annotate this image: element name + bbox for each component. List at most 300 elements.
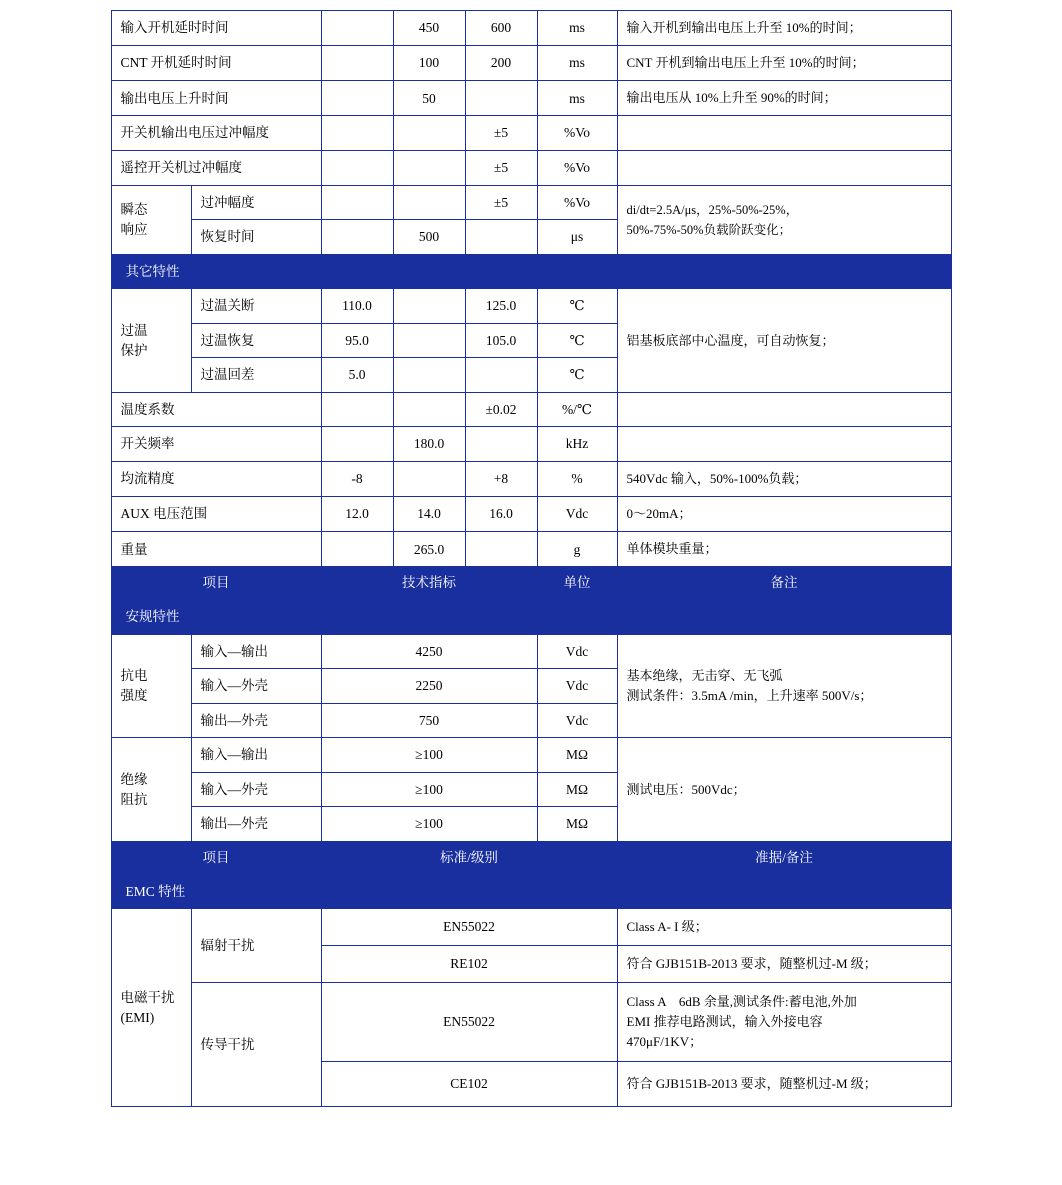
table-row [111,983,951,1062]
table-row [111,427,951,462]
row-label: 重量 [120,541,148,557]
row-min-cell [321,185,393,220]
row-label: 过温关断 [200,298,255,314]
row-min-cell [321,323,393,358]
row-min [322,161,393,175]
row-value-cell [321,772,537,807]
row-typ-cell [393,358,465,393]
row-value-cell [321,807,537,842]
row-unit-cell [537,392,617,427]
row-label-cell [191,185,321,220]
row-min-cell [321,427,393,462]
row-min: 110.0 [342,298,372,314]
row-unit: μs [570,229,584,245]
row-note-cell [617,289,951,393]
row-min: 95.0 [345,332,369,348]
row-min-cell [321,81,393,116]
row-unit: ms [569,55,585,71]
row-unit-cell [537,497,617,532]
row-typ [394,126,465,140]
row-note: 0～20mA； [626,506,692,522]
row-note [618,193,951,247]
table-row [111,81,951,116]
row-max: ±5 [493,125,509,141]
row-typ [394,472,465,486]
row-note: Class A- I 级； [626,919,708,935]
row-standard: RE102 [450,956,488,972]
row-label-cell [111,462,321,497]
row-unit: %Vo [563,194,590,210]
row-min-cell [321,532,393,567]
row-label-cell [191,323,321,358]
row-label: CNT 开机延时时间 [120,55,232,71]
row-min [322,195,393,209]
row-max-cell [465,462,537,497]
row-max: 16.0 [489,506,513,522]
row-standard-cell [321,946,617,983]
row-value-cell [321,634,537,669]
row-typ-cell [393,150,465,185]
table-row [111,11,951,46]
note-line-3: 470μF/1KV； [626,1034,703,1050]
row-max-cell [465,81,537,116]
row-unit: Vdc [565,678,589,694]
row-value-cell [321,669,537,704]
row-value: 4250 [415,643,443,659]
row-min-cell [321,46,393,81]
row-unit-cell [537,46,617,81]
row-note-cell [617,909,951,946]
row-min-cell [321,358,393,393]
row-note-cell [617,634,951,738]
row-unit-cell [537,323,617,358]
row-note [618,659,951,713]
row-max-cell [465,323,537,358]
row-max-cell [465,116,537,151]
row-min: 5.0 [348,367,366,383]
row-max [466,542,537,556]
column-header-remark-cell [617,567,951,600]
section-header-safety [111,600,951,635]
table-row [111,289,951,324]
row-value: ≥100 [415,781,443,797]
group-label-cell-dielectric [111,634,191,738]
row-unit-cell [537,185,617,220]
row-note [618,437,951,451]
row-unit: g [573,541,581,557]
row-max-cell [465,392,537,427]
group-label-line1: 瞬态 [120,202,148,218]
row-label-cell [191,669,321,704]
row-label-cell [111,497,321,532]
row-typ-cell [393,220,465,255]
row-standard: CE102 [450,1076,488,1092]
row-min-cell [321,289,393,324]
row-unit: %Vo [563,159,590,175]
row-max-cell [465,220,537,255]
row-label-cell [191,703,321,738]
row-typ [394,403,465,417]
row-typ-cell [393,323,465,358]
column-header-standard: 标准/级别 [440,849,498,865]
row-typ-cell [393,116,465,151]
row-max: 125.0 [485,298,517,314]
row-label: 输入开机延时时间 [120,20,229,36]
row-label-cell-conducted [191,983,321,1107]
group-label [112,314,191,367]
row-value: 2250 [415,678,443,694]
row-min-cell [321,392,393,427]
row-max-cell [465,150,537,185]
row-unit-cell [537,807,617,842]
table-row [111,150,951,185]
row-label-cell [191,807,321,842]
row-standard: EN55022 [443,1014,495,1030]
row-typ: 450 [418,20,440,36]
group-label-line1: 绝缘 [120,772,148,788]
row-value: 750 [418,712,440,728]
row-label-cell [191,634,321,669]
column-header-row-2 [111,841,951,874]
row-typ-cell [393,462,465,497]
row-note [618,126,951,140]
row-label: 温度系数 [120,401,175,417]
column-header-item-cell [111,567,321,600]
row-value-cell [321,703,537,738]
row-note-cell [617,738,951,842]
group-label-cell-emi [111,909,191,1107]
row-label: 输入—输出 [200,747,268,763]
row-note: 输出电压从 10%上升至 90%的时间； [626,90,837,106]
row-typ-cell [393,497,465,532]
group-label-line2: 响应 [120,221,148,237]
group-label [112,659,191,712]
row-max: ±5 [493,194,509,210]
row-note: 符合 GJB151B-2013 要求，随整机过-M 级； [626,956,877,972]
row-unit: Vdc [565,643,589,659]
row-label: 均流精度 [120,471,175,487]
row-label-cell [191,772,321,807]
row-min-cell [321,116,393,151]
row-typ-cell [393,289,465,324]
note-line-1: di/dt=2.5A/μs，25%-50%-25%， [626,202,799,217]
row-unit: MΩ [565,747,589,763]
row-note-cell [617,946,951,983]
row-max [466,368,537,382]
row-typ [394,334,465,348]
row-label-cell [111,532,321,567]
column-header-item-cell [111,841,321,874]
row-value: ≥100 [415,816,443,832]
row-typ [394,161,465,175]
group-label-line2: 强度 [120,687,148,703]
row-max-cell [465,358,537,393]
row-note: 输入开机到输出电压上升至 10%的时间； [626,20,862,35]
row-note-cell [617,462,951,497]
table-row [111,46,951,81]
row-typ: 100 [418,55,440,71]
group-label-cell-insulation [111,738,191,842]
row-note-cell [617,150,951,185]
row-note-cell [617,11,951,46]
row-typ-cell [393,185,465,220]
row-min [322,230,393,244]
row-typ: 50 [422,90,436,106]
row-max: +8 [493,471,509,487]
group-label-line2: 阻抗 [120,791,148,807]
row-label: 开关机输出电压过冲幅度 [120,125,269,141]
column-header-standard-cell [321,841,617,874]
group-label-cell-transient [111,185,191,254]
row-label: 恢复时间 [200,229,255,245]
row-min [322,437,393,451]
row-unit-cell [537,289,617,324]
row-note [618,161,951,175]
row-label-cell [111,116,321,151]
row-typ: 500 [418,229,440,245]
row-label: 输入—输出 [200,643,268,659]
row-min-cell [321,497,393,532]
table-row [111,185,951,220]
table-row [111,909,951,946]
group-label-line1: 抗电 [120,668,148,684]
row-min [322,21,393,35]
row-typ-cell [393,81,465,116]
row-unit: ms [569,90,585,106]
row-unit: MΩ [565,816,589,832]
row-value-cell [321,738,537,773]
group-label-line2: (EMI) [120,1009,155,1025]
row-max [466,91,537,105]
note-line-1: 基本绝缘，无击穿、无飞弧 [626,667,783,683]
row-unit-cell [537,358,617,393]
row-min [322,56,393,70]
row-unit-cell [537,11,617,46]
section-title: 其它特性 [125,263,180,279]
row-label-cell [111,11,321,46]
row-note-cell [617,185,951,254]
row-min: 12.0 [345,506,369,522]
row-label-cell-radiated [191,909,321,983]
row-typ [394,195,465,209]
row-max-cell [465,46,537,81]
row-max: 105.0 [485,332,517,348]
row-note [618,403,951,417]
row-typ-cell [393,392,465,427]
row-typ-cell [393,532,465,567]
row-typ-cell [393,46,465,81]
column-header-spec: 技术指标 [402,575,456,591]
column-header-item: 项目 [202,575,230,591]
group-label [112,763,191,816]
note-line-1: Class A 6dB 余量,测试条件:蓄电池,外加 [626,993,857,1009]
row-standard-cell [321,1062,617,1107]
row-label: 过冲幅度 [200,194,255,210]
table-row [111,497,951,532]
column-header-item: 项目 [202,849,230,865]
group-label [112,193,191,246]
row-note-cell [617,392,951,427]
column-header-spec-cell [321,567,537,600]
row-max-cell [465,289,537,324]
group-label [112,981,191,1034]
row-min-cell [321,220,393,255]
row-note [618,985,951,1059]
row-note-cell [617,497,951,532]
row-unit-cell [537,669,617,704]
row-label-cell [111,81,321,116]
row-unit: ℃ [569,367,585,383]
row-label: 遥控开关机过冲幅度 [120,159,242,175]
row-note: 测试电压：500Vdc； [626,781,746,797]
row-min [322,542,393,556]
row-unit-cell [537,634,617,669]
row-min-cell [321,462,393,497]
group-label-cell-otp [111,289,191,393]
table-row [111,634,951,669]
row-unit-cell [537,703,617,738]
row-typ: 14.0 [417,506,441,522]
row-unit: kHz [565,436,589,452]
row-value: ≥100 [415,747,443,763]
row-typ [394,368,465,382]
section-header-other-characteristics [111,254,951,289]
row-note-cell [617,81,951,116]
row-label: 输出—外壳 [200,712,268,728]
row-label-cell [191,220,321,255]
row-max-cell [465,532,537,567]
row-unit-cell [537,738,617,773]
row-note: 540Vdc 输入，50%-100%负载； [626,471,808,487]
row-max-cell [465,185,537,220]
table-row [111,738,951,773]
section-title: EMC 特性 [125,883,186,899]
row-unit: ℃ [569,298,585,314]
row-unit-cell [537,220,617,255]
row-note-cell [617,427,951,462]
row-unit: %/℃ [561,401,593,417]
row-max: 600 [490,20,512,36]
row-label: 过温回差 [200,367,255,383]
row-unit: % [571,471,583,487]
row-label: 辐射干扰 [200,937,255,953]
row-min-cell [321,11,393,46]
row-label: 过温恢复 [200,332,255,348]
row-max [466,230,537,244]
row-min [322,126,393,140]
note-line-2: 测试条件：3.5mA /min，上升速率 500V/s； [626,687,873,703]
row-label: 输出—外壳 [200,816,268,832]
row-label-cell [191,358,321,393]
row-typ-cell [393,427,465,462]
row-max-cell [465,497,537,532]
section-header-cell [111,874,951,909]
row-max [466,437,537,451]
row-note-cell [617,983,951,1062]
row-max-cell [465,427,537,462]
row-label: 输入—外壳 [200,781,268,797]
row-unit: ℃ [569,332,585,348]
row-typ-cell [393,11,465,46]
column-header-remark: 备注 [770,575,798,591]
row-unit-cell [537,150,617,185]
row-unit-cell [537,532,617,567]
row-note: 铝基板底部中心温度，可自动恢复； [626,332,835,348]
column-header-unit-cell [537,567,617,600]
row-standard: EN55022 [443,919,495,935]
row-label: 开关频率 [120,436,175,452]
note-line-2: EMI 推荐电路测试，输入外接电容 [626,1014,823,1030]
note-line-2: 50%-75%-50%负载阶跃变化； [626,222,792,237]
row-standard-cell [321,983,617,1062]
row-min [322,403,393,417]
row-note: 符合 GJB151B-2013 要求，随整机过-M 级； [626,1076,877,1092]
column-header-remark-cell [617,841,951,874]
row-label-cell [191,289,321,324]
row-label: 输出电压上升时间 [120,90,229,106]
row-label: AUX 电压范围 [120,506,208,522]
row-label-cell [111,46,321,81]
row-unit: MΩ [565,781,589,797]
group-label-line1: 过温 [120,323,148,339]
row-min: -8 [351,471,363,487]
row-max: ±0.02 [485,401,517,417]
row-typ [394,299,465,313]
row-typ: 265.0 [413,541,445,557]
row-label-cell [111,427,321,462]
row-label: 传导干扰 [200,1036,255,1052]
row-note: 单体模块重量； [626,541,718,557]
row-standard-cell [321,909,617,946]
row-typ: 180.0 [413,436,445,452]
row-max: 200 [490,55,512,71]
row-label-cell [111,392,321,427]
row-unit: ms [569,20,585,36]
row-note-cell [617,116,951,151]
table-row [111,116,951,151]
column-header-remark: 准据/备注 [755,849,813,865]
group-label-line2: 保护 [120,342,148,358]
row-unit: Vdc [565,506,589,522]
row-unit-cell [537,81,617,116]
row-unit: %Vo [563,125,590,141]
row-unit-cell [537,772,617,807]
row-note-cell [617,532,951,567]
table-row [111,532,951,567]
row-unit: Vdc [565,712,589,728]
section-title: 安规特性 [125,609,180,625]
column-header-row-1 [111,567,951,600]
row-label-cell [111,150,321,185]
row-note-cell [617,1062,951,1107]
section-header-cell [111,254,951,289]
table-row [111,462,951,497]
row-label-cell [191,738,321,773]
table-row [111,392,951,427]
row-unit-cell [537,116,617,151]
row-max-cell [465,11,537,46]
column-header-unit: 单位 [563,575,591,591]
row-note-cell [617,46,951,81]
row-unit-cell [537,462,617,497]
row-min-cell [321,150,393,185]
group-label-line1: 电磁干扰 [120,990,175,1006]
row-label: 输入—外壳 [200,678,268,694]
row-max: ±5 [493,159,509,175]
row-min [322,91,393,105]
row-unit-cell [537,427,617,462]
section-header-cell [111,600,951,635]
